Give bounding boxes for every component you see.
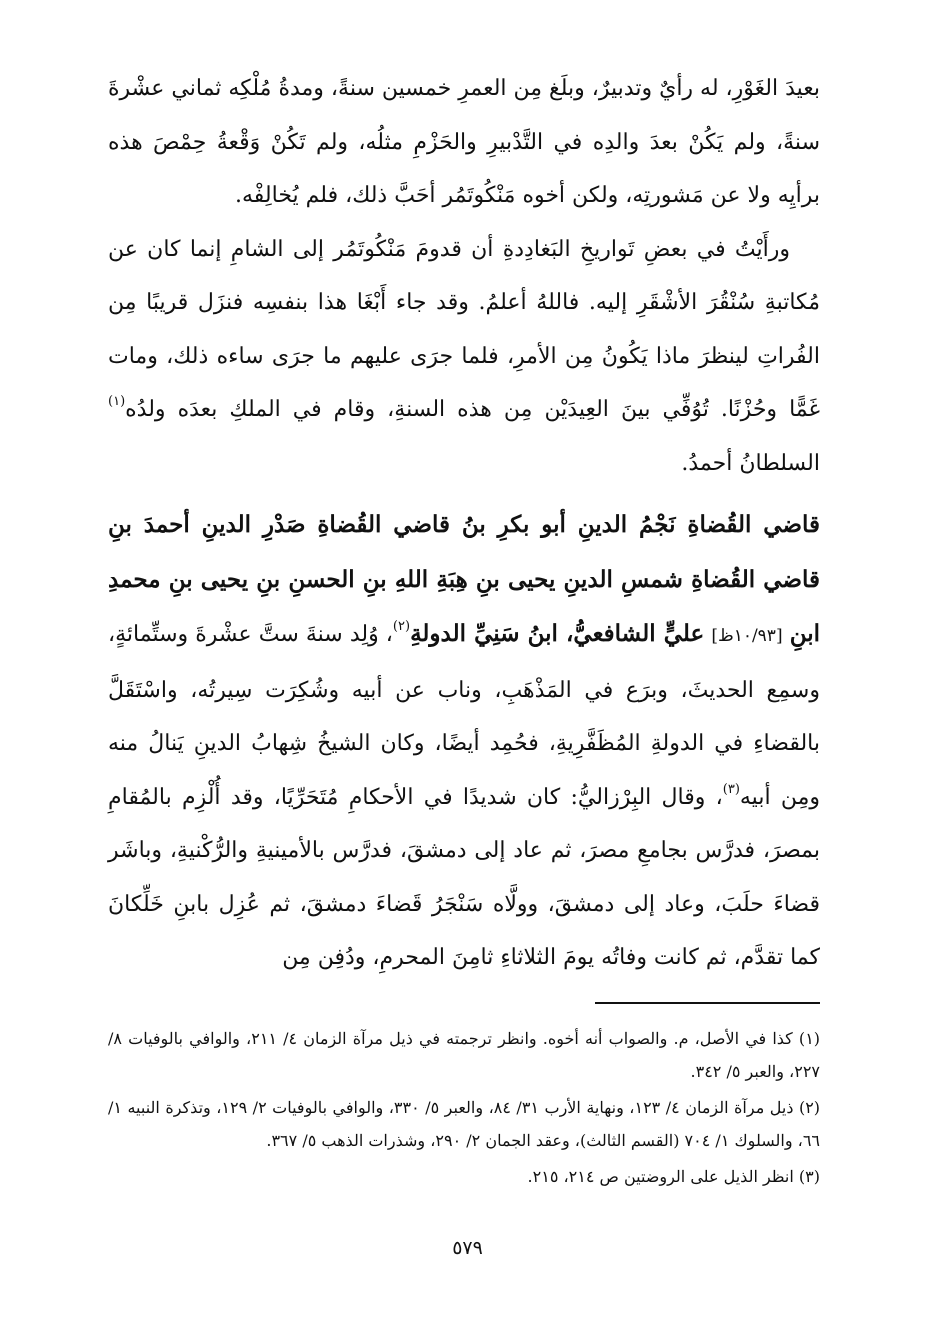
page-number: ٥٧٩ [452, 1237, 483, 1259]
footnote-2: (٢) ذيل مرآة الزمان ٤/ ١٢٣، ونهاية الأرب ٣١/ ٨٤، والعبر ٥/ ٣٣٠، والوافي بالوفيات ٢/ ١٢٩، وتذكرة النبيه ١/ ٦٦، والسلوك ١/ ٧٠٤ (القسم الثالث)، وعقد الجمان ٢/ ٢٩٠، وشذرات الذهب ٥/ ٣٦٧. [108, 1098, 821, 1150]
paragraph-1-text: بعيدَ الغَوْرِ، له رأيٌ وتدبيرٌ، وبلَغ مِن العمرِ خمسين سنةً، ومدةُ مُلْكِه ثماني عشْرةَ سنةً، ولم يَكُنْ بعدَ والدِه في التَّدْبيرِ والحَزْمِ مثلُه، ولم تَكُنْ وَقْعةُ حِمْصَ هذه برأيِه ولا عن مَشورتِه، ولكن أخوه مَنْكُوتَمُر أحَبَّ ذلك، فلم يُخالِفْه. [108, 76, 821, 208]
entry-heading-name-end: عليٍّ الشافعيُّ، ابنُ سَنِيِّ الدولةِ [410, 620, 705, 647]
footnote-1: (١) كذا في الأصل، م. والصواب أنه أخوه. وانظر ترجمته في ذيل مرآة الزمان ٤/ ٢١١، والوافي بالوفيات ٨/ ٢٢٧، والعبر ٥/ ٣٤٢. [108, 1029, 821, 1081]
footnote-separator [595, 1002, 820, 1004]
paragraph-3-text-end: ، وقال البِرْزاليُّ: كان شديدًا في الأحكامِ مُتَحَرِّيًا، وقد أُلْزِم بالمُقامِ بمصرَ، فدرَّس بجامعِ مصرَ، ثم عاد إلى دمشقَ، فدرَّس بالأمينيةِ والرُّكْنيةِ، وباشَر قضاءَ حلَبَ، وعاد إلى دمشقَ، وولَّاه سَنْجَرُ قَضاءَ دمشقَ، ثم عُزِل بابنِ خَلِّكانَ كما تقدَّم، ثم كانت وفاتُه يومَ الثلاثاءِ ثامِنَ المحرمِ، ودُفِن مِن [108, 784, 820, 970]
paragraph-2-end: السلطانُ أحمدُ. [681, 450, 820, 476]
paragraph-3-text: ، وُلِد سنةَ ستَّ عشْرةَ وستِّمائةٍ، وسمِع الحديثَ، وبرَع في المَذْهَبِ، وناب عن أبيه وشُكِرَت سِيرتُه، واسْتَقَلَّ بالقضاءِ في الدولةِ المُظَفَّرِيةِ، فحُمِد أيضًا، وكان الشيخُ شِهابُ الدينِ يَنالُ منه ومِن أبيه [108, 622, 820, 810]
footnote-ref-2[interactable]: (٢) [392, 619, 411, 634]
main-text [108, 62, 820, 985]
entry-heading-name: قاضي القُضاةِ نَجْمُ الدينِ أبو بكرِ بنُ قاضي القُضاةِ صَدْرِ الدينِ أحمدَ بنِ قاضي القُضاةِ شمسِ الدينِ يحيى بنِ هِبَةِ اللهِ بنِ الحسنِ بنِ يحيى بنِ محمدِ ابنِ [108, 511, 821, 647]
paragraph-2 [108, 223, 820, 491]
paragraph-1 [108, 62, 820, 223]
manuscript-folio-ref: [١٠/٩٣ظ] [711, 626, 783, 646]
paragraph-gap [108, 490, 820, 498]
footnote-ref-1[interactable]: (١) [108, 394, 126, 409]
footnote-ref-3[interactable]: (٣) [722, 781, 740, 797]
paragraph-3 [108, 498, 820, 985]
footnote-3: (٣) انظر الذيل على الروضتين ص ٢١٤، ٢١٥. [527, 1167, 820, 1186]
footnotes [108, 1022, 820, 1196]
paragraph-2-text: ورأَيْتُ في بعضِ تَواريخِ البَغادِدةِ أن قدومَ مَنْكُوتَمُر إلى الشامِ إنما كان عن مُكاتبةِ سُنْقُرَ الأشْقَرِ إليه. فاللهُ أعلمُ. وقد جاء أَبْغَا هذا بنفسِه فنزَل قريبًا مِن الفُراتِ لينظرَ ماذا يَكُونُ مِن الأمرِ، فلما جرَى عليهم ما جرَى ساءه ذلك، ومات غَمًّا وحُزْنًا. تُوُفِّي بينَ العِيدَيْن مِن هذه السنةِ، وقام في الملكِ بعدَه ولدُه [108, 236, 820, 422]
